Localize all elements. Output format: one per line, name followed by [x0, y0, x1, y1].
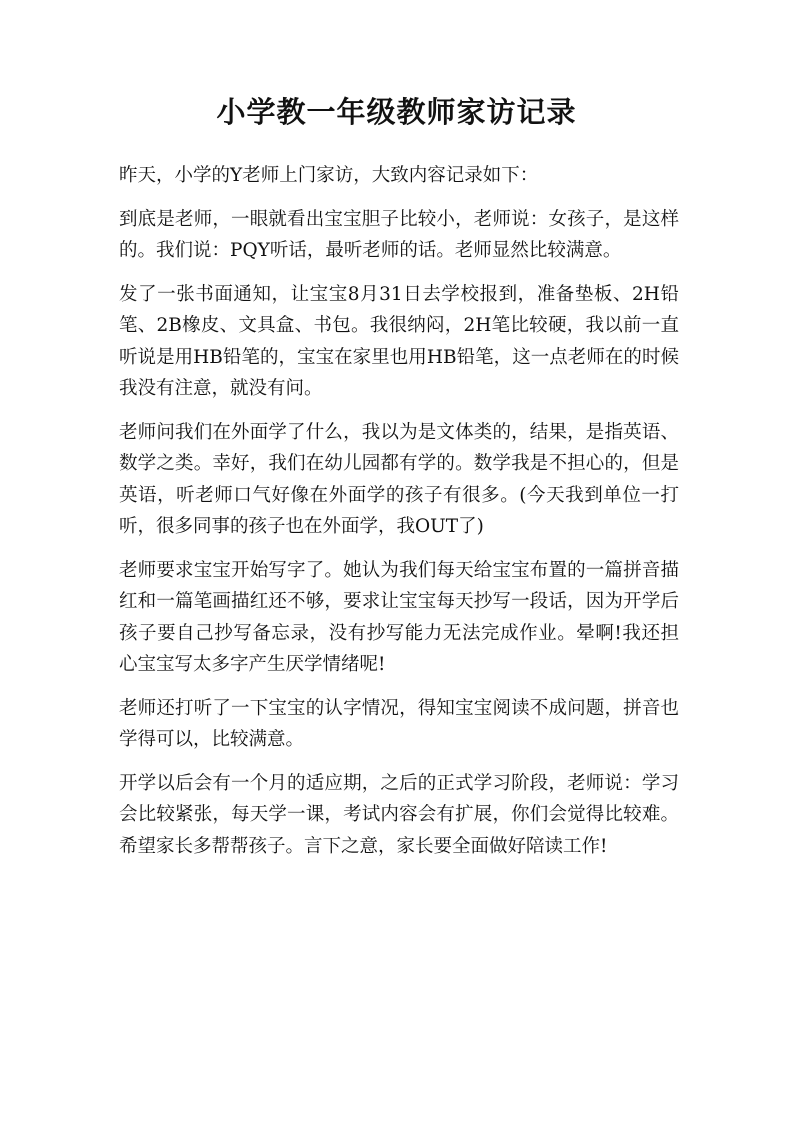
document-title: 小学教一年级教师家访记录 [216, 95, 577, 129]
paragraph-intro: 昨天，小学的Y老师上门家访，大致内容记录如下： [119, 165, 539, 186]
paragraph-school-notice: 发了一张书面通知，让宝宝8月31日去学校报到，准备垫板、2H铅笔、2B橡皮、文具盒、书包。我很纳闷，2H笔比较硬，我以前一直听说是用HB铅笔的，宝宝在家里也用HB铅笔，这一点老师在的时候我没有注意，就没有问。 [119, 283, 679, 399]
paragraph-teacher-observation: 到底是老师，一眼就看出宝宝胆子比较小，老师说：女孩子，是这样的。我们说：PQY听话，最听老师的话。老师显然比较满意。 [119, 208, 679, 261]
paragraph-adaptation-period: 开学以后会有一个月的适应期，之后的正式学习阶段，老师说：学习会比较紧张，每天学一课，考试内容会有扩展，你们会觉得比较难。希望家长多帮帮孩子。言下之意，家长要全面做好陪读工作! [119, 772, 679, 857]
document-body [119, 160, 679, 874]
paragraph-reading-check: 老师还打听了一下宝宝的认字情况，得知宝宝阅读不成问题，拼音也学得可以，比较满意。 [119, 697, 679, 750]
paragraph-extracurricular: 老师问我们在外面学了什么，我以为是文体类的，结果，是指英语、数学之类。幸好，我们在幼儿园都有学的。数学我是不担心的，但是英语，听老师口气好像在外面学的孩子有很多。(今天我到单位一打听，很多同事的孩子也在外面学，我OUT了) [119, 421, 679, 537]
paragraph-writing-requirement: 老师要求宝宝开始写字了。她认为我们每天给宝宝布置的一篇拼音描红和一篇笔画描红还不够，要求让宝宝每天抄写一段话，因为开学后孩子要自己抄写备忘录，没有抄写能力无法完成作业。晕啊!我还担心宝宝写太多字产生厌学情绪呢! [119, 559, 679, 675]
